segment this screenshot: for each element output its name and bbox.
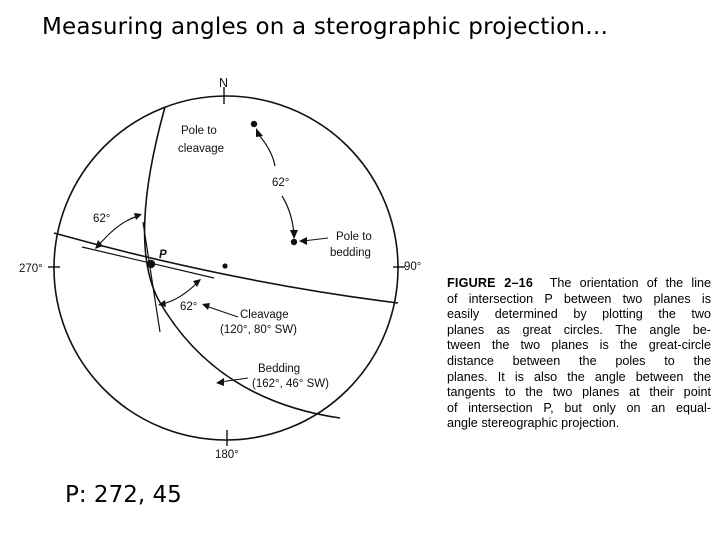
pole-bedding-label-line1: Pole to [336,231,372,243]
bedding-label-line1: Bedding [258,363,301,375]
point-p-label: P [159,249,167,261]
pole-to-bedding-point [291,239,297,245]
figure-caption [447,276,711,432]
pole-distance-arc-lower [282,196,294,234]
west-label: 270° [19,263,43,275]
caption-line: tween the two planes is the great-circle [447,338,711,353]
bedding-tangent-line [143,222,160,332]
cleavage-label-line2: (120°, 80° SW) [220,324,297,336]
caption-line: of intersection P between two planes is [447,291,711,306]
east-label: 90° [404,261,422,273]
pole-cleavage-label-line1: Pole to [181,125,217,137]
angle-label-poles: 62° [272,177,290,189]
cleavage-label-line1: Cleavage [240,309,289,321]
slide-title: Measuring angles on a sterographic projection… [42,14,609,40]
center-point [222,263,227,268]
caption-line: planes. It is also the angle between the [447,369,711,384]
pole-to-cleavage-point [251,121,257,127]
caption-line [447,276,711,292]
bedding-great-circle [145,107,340,418]
bedding-label-line2: (162°, 46° SW) [252,378,329,390]
caption-line: easily determined by plotting the two [447,307,711,322]
pole-distance-arc-upper [258,134,275,166]
bedding-pole-leader-arrowhead [299,237,307,245]
angle-label-left: 62° [93,213,111,225]
intersection-coordinates-label: P: 272, 45 [65,482,182,508]
pole-distance-arrowhead-lower [290,230,298,239]
cleavage-leader-arrowhead [202,303,210,310]
caption-line: angle stereographic projection. [447,416,620,431]
pole-bedding-label-line2: bedding [330,247,371,259]
caption-figure-label: FIGURE 2–16 [447,276,534,290]
intersection-point-p [147,260,155,268]
pole-distance-arrowhead-upper [256,128,263,137]
pole-cleavage-label-line2: cleavage [178,143,225,155]
angle-label-low: 62° [180,301,198,313]
south-label: 180° [215,449,239,461]
caption-line: distance between the poles to the [447,353,711,368]
caption-line: of intersection P, but only on an equal- [447,400,711,415]
caption-line: planes as great circles. The angle be- [447,322,711,337]
north-label: N [219,76,229,90]
cleavage-leader [206,306,238,317]
angle-arc-left-arrowhead-b [134,213,142,220]
bedding-leader-arrowhead [216,378,224,386]
caption-line: tangents to the two planes at their point [447,385,711,400]
caption-text: The orientation of the line [549,276,711,290]
